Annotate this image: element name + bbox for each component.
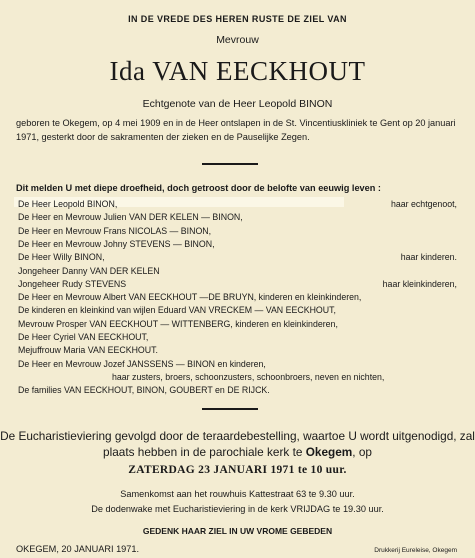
place-date: OKEGEM, 20 JANUARI 1971. (16, 544, 140, 554)
ceremony-part1: De Eucharistieviering gevolgd door de teraardebestelling, waartoe U wordt uitgenodigd, zal plaats hebben in de parochiale kerk te (0, 429, 475, 459)
family-member: Jongeheer Danny VAN DER KELEN (18, 265, 160, 276)
family-member: De kinderen en kleinkind van wijlen Eduard VAN VRECKEM — VAN EECKHOUT, (18, 305, 336, 316)
divider-top (202, 163, 258, 165)
family-relation: haar echtgenoot, (390, 199, 457, 209)
wake-line: De dodenwake met Eucharistieviering in de kerk VRIJDAG te 19.30 uur. (91, 504, 384, 514)
family-member: De Heer en Mevrouw Albert VAN EECKHOUT —DE BRUYN, kinderen en kleinkinderen, (18, 292, 362, 303)
remember-line: GEDENK HAAR ZIEL IN UW VROME GEBEDEN (142, 526, 333, 536)
ceremony-text (0, 428, 475, 460)
family-member: De families VAN EECKHOUT, BINON, GOUBERT en DE RIJCK. (18, 385, 270, 396)
spouse-line: Echtgenote van de Heer Leopold BINON (142, 98, 333, 110)
divider-bottom (202, 408, 258, 410)
family-member: De Heer en Mevrouw Jozef JANSSENS — BINON en kinderen, (18, 358, 266, 369)
family-member: Jongeheer Rudy STEVENS (18, 278, 127, 289)
family-member: haar zusters, broers, schoonzusters, schoonbroers, neven en nichten, (112, 371, 385, 382)
family-relation: haar kinderen. (400, 252, 457, 263)
family-member: De Heer en Mevrouw Julien VAN DER KELEN — BINON, (18, 212, 243, 223)
family-member: De Heer en Mevrouw Johny STEVENS — BINON, (18, 238, 215, 249)
title-prefix: Mevrouw (216, 34, 259, 46)
announcement: Dit melden U met diepe droefheid, doch getroost door de belofte van eeuwig leven : (16, 183, 381, 193)
printer-credit: Drukkerij Eureleise, Okegem (374, 547, 457, 554)
ceremony-part2: , op (352, 445, 372, 459)
family-member: Mejuffrouw Maria VAN EECKHOUT. (18, 345, 158, 356)
header-line: IN DE VREDE DES HEREN RUSTE DE ZIEL VAN (128, 14, 347, 24)
gathering-line: Samenkomst aan het rouwhuis Kattestraat 63 te 9.30 uur. (120, 489, 355, 499)
deceased-name: Ida VAN EECKHOUT (109, 56, 366, 86)
ceremony-place: Okegem (305, 445, 353, 459)
family-member: De Heer Willy BINON, (18, 252, 105, 263)
family-member: De Heer Leopold BINON, (18, 199, 118, 209)
family-member: De Heer Cyriel VAN EECKHOUT, (18, 332, 149, 342)
family-relation: haar kleinkinderen, (382, 278, 457, 289)
family-member: Mevrouw Prosper VAN EECKHOUT — WITTENBERG, kinderen en kleinkinderen, (18, 318, 338, 329)
ceremony-date: ZATERDAG 23 JANUARI 1971 te 10 uur. (128, 464, 347, 476)
family-member: De Heer en Mevrouw Frans NICOLAS — BINON, (18, 225, 212, 236)
birth-text: geboren te Okegem, op 4 mei 1909 en in de Heer ontslapen in de St. Vincentiuskliniek te Gent op 20 januari 1971, gesterkt door de sakramenten der zieken en de Pauselijke Zegen. (16, 118, 456, 142)
